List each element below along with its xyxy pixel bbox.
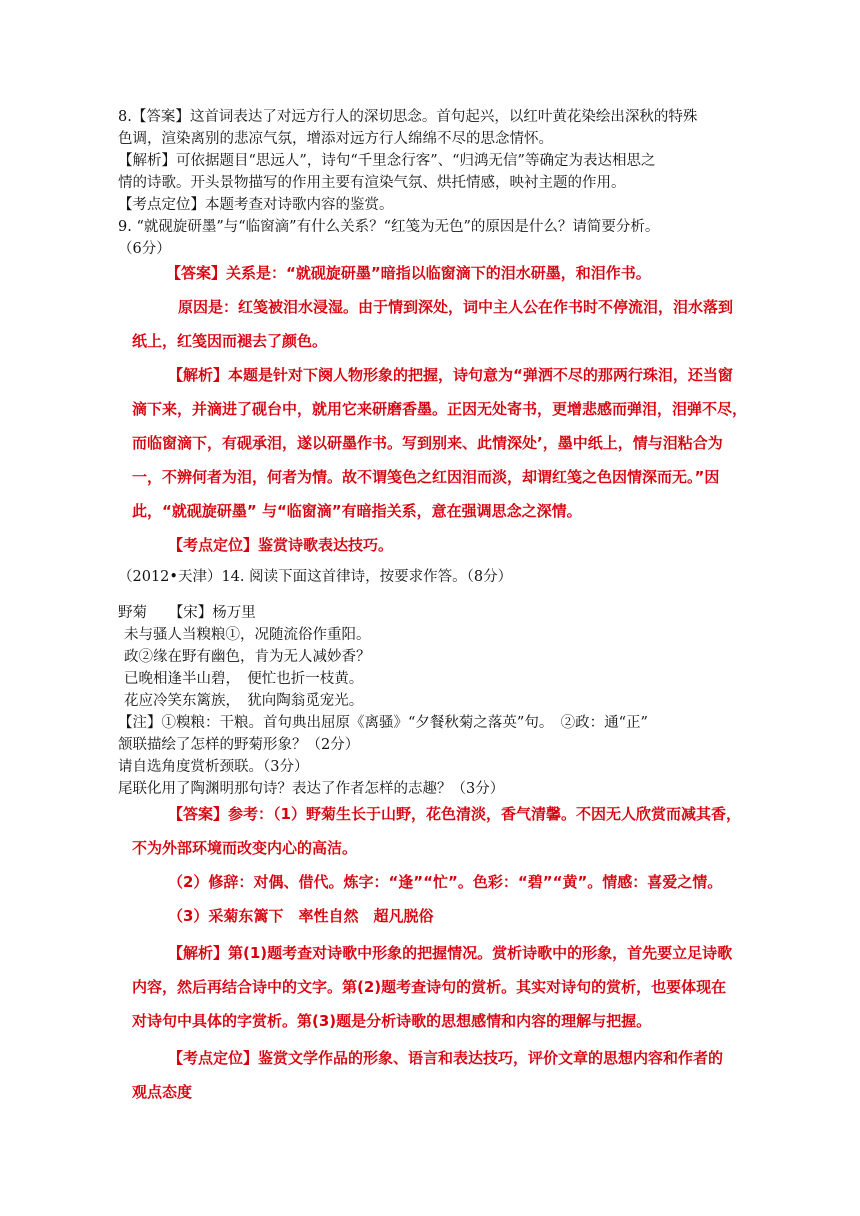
q14-block: [118, 566, 758, 800]
q14-answer-block: [132, 800, 752, 1112]
poem-note: 【注】①糗粮：干粮。首句典出屈原《离骚》“夕餐秋菊之落英”句。 ②政：通“正”: [118, 715, 648, 731]
q9-question-line: （6分）: [118, 241, 171, 257]
q9-point: 【考点定位】鉴赏诗歌表达技巧。: [168, 536, 394, 554]
poem-line: 政②缘在野有幽色，肯为无人减妙香？: [124, 649, 371, 665]
q14-question: 尾联化用了陶渊明那句诗？表达了作者怎样的志趣？（3分）: [118, 781, 505, 797]
q9-analysis-line: 此，“就砚旋研墨” 与“临窗滴”有暗指关系，意在强调思念之深情。: [132, 502, 582, 520]
poem-line: 花应冷笑东篱族， 犹向陶翁觅宠光。: [124, 693, 364, 709]
q8-answer-line: 色调，渲染离别的悲凉气氛，增添对远方行人绵绵不尽的思念情怀。: [118, 131, 553, 147]
q14-point-line: 【考点定位】鉴赏文学作品的形象、语言和表达技巧，评价文章的思想内容和作者的: [168, 1049, 724, 1067]
q9-analysis-line: 滴下来，并滴进了砚台中，就用它来研磨香墨。正因无处寄书，更增悲感而弹泪，泪弹不尽，: [132, 400, 748, 418]
q14-question: 颔联描绘了怎样的野菊形象？（2分）: [118, 737, 360, 753]
q14-answer-line: 【答案】参考：（1）野菊生长于山野，花色清淡，香气清馨。不因无人欣赏而减其香，: [168, 805, 741, 823]
q14-analysis-line: 对诗句中具体的字赏析。第(3)题是分析诗歌的思想感情和内容的理解与把握。: [132, 1012, 652, 1030]
q14-answer-3: （3）采菊东篱下 率性自然 超凡脱俗: [168, 907, 434, 925]
q14-answer-2: （2）修辞：对偶、借代。炼字：“逢”“忙”。色彩：“碧”“黄”。情感：喜爱之情。: [168, 873, 723, 891]
q8-analysis-line: 情的诗歌。开头景物描写的作用主要有渲染气氛、烘托情感，映衬主题的作用。: [118, 175, 626, 191]
q8-answer-line: 8.【答案】这首词表达了对远方行人的深切思念。首句起兴，以红叶黄花染绘出深秋的特殊: [118, 109, 698, 125]
q9-answer-line: 原因是：红笺被泪水浸湿。由于情到深处，词中主人公在作书时不停流泪，泪水落到: [178, 298, 734, 316]
q9-answer-line: 纸上，红笺因而褪去了颜色。: [132, 332, 328, 350]
q9-answer-block: [132, 259, 752, 565]
poem-line: 未与骚人当糗粮①，况随流俗作重阳。: [124, 627, 371, 643]
q9-answer-line: 【答案】关系是：“就砚旋研墨”暗指以临窗滴下的泪水研墨，和泪作书。: [166, 264, 651, 282]
q8-analysis-line: 【解析】可依据题目“思远人”，诗句“千里念行客”、“归鸿无信”等确定为表达相思之: [118, 153, 656, 169]
q8-point: 【考点定位】本题考查对诗歌内容的鉴赏。: [118, 197, 394, 213]
spacer: [118, 588, 758, 602]
poem-title: 野菊 【宋】杨万里: [118, 605, 256, 621]
q14-header: （2012•天津）14. 阅读下面这首律诗，按要求作答。（8分）: [118, 569, 513, 585]
q9-analysis-line: 一，不辨何者为泪，何者为情。故不谓笺色之红因泪而淡，却谓红笺之色因情深而无。”因: [132, 468, 720, 486]
q14-answer-line: 不为外部环境而改变内心的高洁。: [132, 839, 358, 857]
poem-line: 已晚相逢半山碧， 便忙也折一枝黄。: [124, 671, 364, 687]
q14-analysis-line: 【解析】第(1)题考查对诗歌中形象的把握情况。赏析诗歌中的形象，首先要立足诗歌: [168, 944, 733, 962]
q8-block: [118, 106, 758, 260]
q14-question: 请自选角度赏析颈联。（3分）: [118, 759, 309, 775]
q9-analysis-line: 而临窗滴下，有砚承泪，遂以研墨作书。写到别来、此情深处’，墨中纸上，情与泪粘合为: [132, 434, 723, 452]
q14-analysis-line: 内容，然后再结合诗中的文字。第(2)题考查诗句的赏析。其实对诗句的赏析，也要体现在: [132, 978, 727, 996]
q9-question-line: 9. “就砚旋研墨”与“临窗滴”有什么关系？“红笺为无色”的原因是什么？请简要分析。: [118, 219, 660, 235]
q14-point-line: 观点态度: [132, 1083, 193, 1101]
q9-analysis-line: 【解析】本题是针对下阕人物形象的把握，诗句意为“弹洒不尽的那两行珠泪，还当窗: [168, 366, 733, 384]
